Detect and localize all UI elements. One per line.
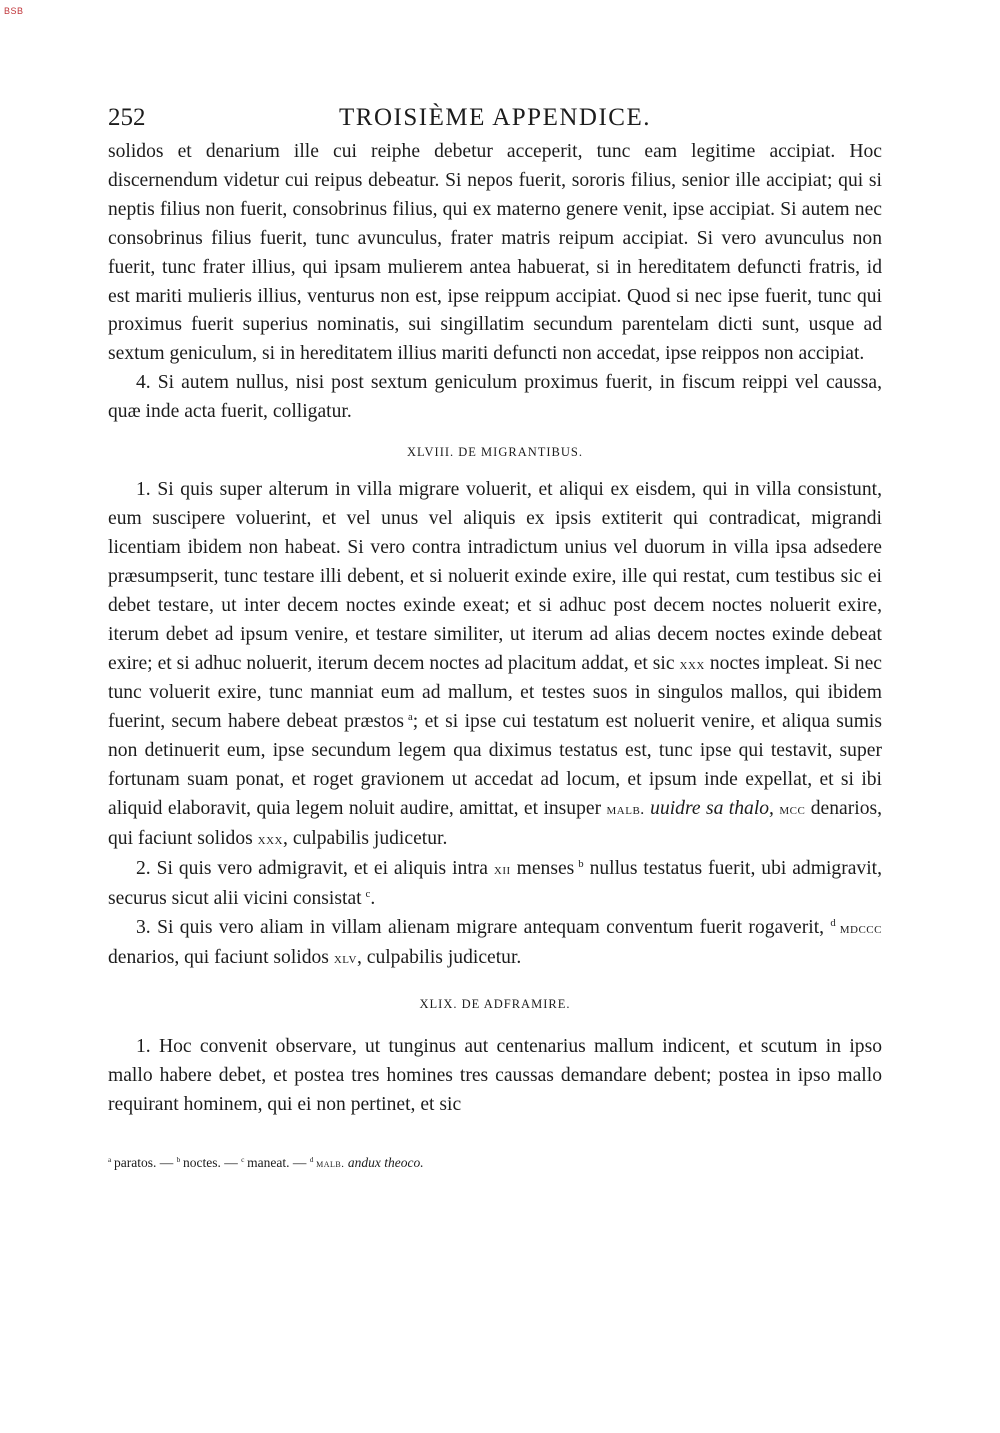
page-number: 252 xyxy=(108,104,146,131)
text-run: . xyxy=(370,887,376,909)
text-run: , culpabilis judicetur. xyxy=(356,946,522,968)
footnote-c: maneat. — xyxy=(247,1155,307,1171)
intro-paragraph: solidos et denarium ille cui reiphe debetur acceperit, tunc eam legitime accipiat. Hoc discernendum videtur cui reipus debeatur. Si nepos fuerit, sororis filius, senior ille accipiat; qui si neptis filius non fuerit, consobrinus filius, qui ex materno genere venit, ipse accipiat. Si autem nec consobrinus filius fuerit, tunc avunculus, frater matris reipum accipiat. Si vero avunculus non fuerit, tunc frater illius, qui ipsam mulierem antea habuerat, si in hereditatem defuncti fratris, id est mariti mulieris illius, venturus non est, ipse reippum accipiat. Quod si nec ipse fuerit, tunc qui proximus fuerit superius nominatis, sui singillatim secundum parentelam dicti sunt, usque ad sextum geniculum, si in hereditatem illius mariti defuncti non accedat, ipse reippos non accipiat. xyxy=(108,141,882,365)
running-head-title: TROISIÈME APPENDICE. xyxy=(339,104,651,131)
text-run: denarios, qui faciunt solidos xyxy=(108,946,329,968)
migrantibus-paragraph-3 xyxy=(108,914,882,974)
footnote-b: noctes. — xyxy=(183,1155,238,1171)
roman-numeral: mdccc xyxy=(839,919,882,937)
roman-numeral: mcc xyxy=(779,801,806,819)
malberg-gloss: uuidre sa thalo, xyxy=(650,798,774,820)
malberg-gloss-marker: malb. xyxy=(606,801,645,819)
library-watermark: BSB xyxy=(4,6,24,16)
section-title-de-migrantibus: XLVIII. DE MIGRANTIBUS. xyxy=(406,445,583,460)
roman-numeral: xxx xyxy=(257,830,284,848)
page-content xyxy=(108,104,882,1173)
paragraph-4: 4. Si autem nullus, nisi post sextum geniculum proximus fuerit, in fiscum reippi vel caussa, quæ inde acta fuerit, colligatur. xyxy=(108,372,882,423)
footnote-ref-b: b xyxy=(578,857,584,870)
text-run: ; et si ipse cui testatum est noluerit venire, et aliqua sumis non detinuerit eum, ipse secundum legem qua diximus testatus est, tunc ipse qui testavit, super fortunam suam ponat, et roget gravionem ut accedat ad locum, et ipsum inde expellat, et si ibi aliquid elaboravit, quia legem noluit audire, amittat, et insuper xyxy=(108,711,883,820)
footnote-mark-a: a xyxy=(108,1155,112,1165)
footnote-mark-c: c xyxy=(241,1155,245,1165)
footnote-d-gloss: andux theoco. xyxy=(347,1155,424,1171)
text-run: noctes impleat. Si nec tunc voluerit exire, tunc manniat eum ad mallum, et testes suos in singulos mallos, qui ibidem fuerint, secum habere debeat præstos xyxy=(108,652,882,733)
text-run: 3. Si quis vero aliam in villam alienam migrare antequam conventum fuerit rogaverit, xyxy=(136,916,825,938)
migrantibus-paragraph-1 xyxy=(108,476,882,855)
footnote-mark-d: d xyxy=(309,1155,314,1165)
footnote-ref-a: a xyxy=(407,711,413,724)
text-run: 1. Si quis super alterum in villa migrare voluerit, et aliqui ex eisdem, qui in villa consistunt, eum suscipere voluerint, et vel unus vel aliquis ex ipsis extiterit qui contradicat, migrandi licentiam ibidem non habeat. Si vero contra intradictum unius vel duorum in villa ipsa adsedere præsumpserit, tunc testare illi debent, et si noluerit exinde exire, ille qui restat, cum testibus sic ei debet testare, ut inter decem noctes exinde exeat; et si adhuc post decem noctes noluerit exire, iterum debet ad ipsum venire, et testare similiter, ut iterum ad alias decem noctes exinde debeat exire; et si adhuc noluerit, iterum decem noctes ad placitum addat, et sic xyxy=(108,479,882,674)
footnote-a: paratos. — xyxy=(114,1155,174,1171)
text-run: 2. Si quis vero admigravit, et ei aliquis intra xyxy=(136,857,488,879)
footnote-ref-d: d xyxy=(830,916,836,929)
text-run: nullus testatus fuerit, ubi admigravit, securus sicut alii vicini consistat xyxy=(108,857,883,909)
footnote-malberg-marker: malb. xyxy=(316,1158,345,1171)
running-head xyxy=(108,104,882,138)
text-run: , culpabilis judicetur. xyxy=(283,827,448,849)
text-run: denarios, qui faciunt solidos xyxy=(108,798,883,849)
adframire-paragraph-1: 1. Hoc convenit observare, ut tunginus aut centenarius mallum indicent, et scutum in ipso mallo habere debet, et postea tres homines tres caussas demandare debent; postea in ipso mallo requirant hominem, qui ei non pertinet, et sic xyxy=(108,1036,882,1116)
footnote-mark-b: b xyxy=(176,1155,181,1165)
footnotes xyxy=(108,1154,882,1173)
footnote-ref-c: c xyxy=(365,887,371,900)
roman-numeral: xxx xyxy=(679,655,705,673)
text-run: menses xyxy=(516,857,575,879)
migrantibus-paragraph-2 xyxy=(108,855,882,914)
roman-numeral: xii xyxy=(493,860,511,878)
section-title-de-adframire: XLIX. DE ADFRAMIRE. xyxy=(419,997,571,1012)
roman-numeral: xlv xyxy=(333,949,357,967)
